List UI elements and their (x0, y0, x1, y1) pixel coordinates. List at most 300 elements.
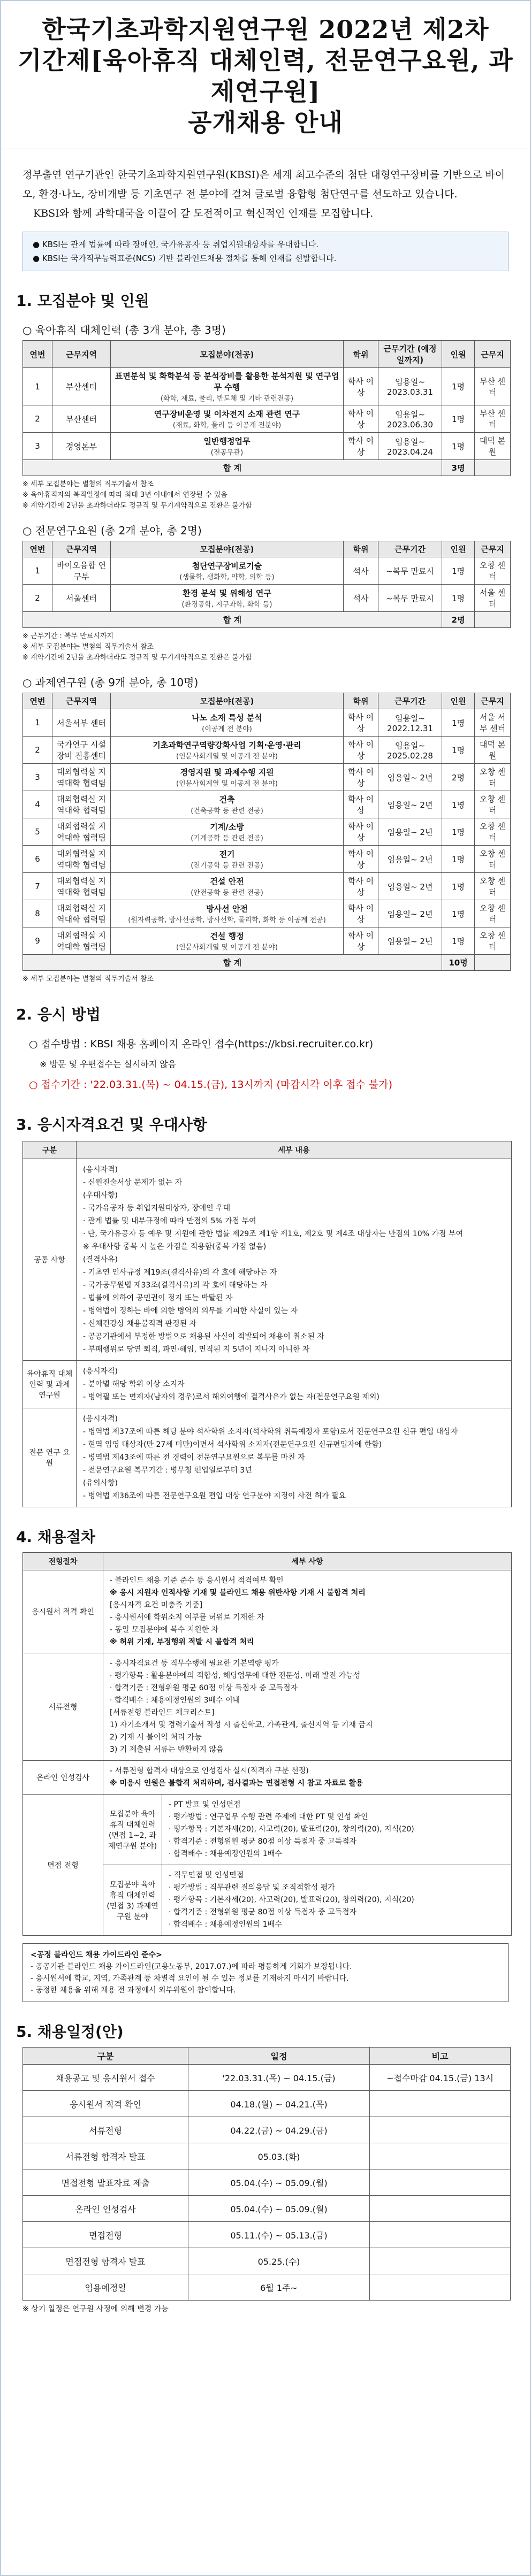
intro-paragraph-2: KBSI와 함께 과학대국을 이끌어 갈 도전적이고 혁신적인 인재를 모집합니다. (33, 208, 374, 219)
schedule-stage: 응시원서 적격 확인 (23, 2091, 188, 2117)
application-method (29, 1034, 509, 1095)
schedule-row (23, 2065, 511, 2091)
note-line: ※ 세부 모집분야는 별첨의 직무기술서 참조 (22, 480, 154, 488)
section-5-heading: 5. 채용일정(안) (16, 2023, 124, 2041)
detail-line: · 평가항목 : 기본자세(20), 사고력(20), 발표력(20), 창의력(20), 지식(20) (169, 1825, 414, 1834)
detail-line: - 신체건강상 채용불적격 판정된 자 (83, 1320, 197, 1328)
field-major: (전공무관) (210, 449, 244, 457)
schedule-stage: 면접전형 발표자료 제출 (23, 2169, 188, 2196)
degree: 학사 이상 (344, 433, 378, 460)
degree: 학사 이상 (344, 709, 378, 737)
field-title: 나노 소재 특성 분석 (192, 713, 262, 723)
detail-line: (응시자격) (83, 1415, 118, 1423)
workplace: 오창 센터 (475, 818, 511, 846)
process-stage: 서류전형 (23, 1653, 103, 1760)
work-period: 임용일~ 2년 (378, 791, 442, 818)
schedule-date: 05.04.(수) ~ 05.09.(월) (188, 2196, 370, 2222)
schedule-date: 04.22.(금) ~ 04.29.(금) (188, 2117, 370, 2143)
total-count: 3명 (442, 460, 475, 476)
table-row (23, 900, 511, 927)
table-row (23, 709, 511, 737)
schedule-stage: 채용공고 및 응시원서 접수 (23, 2065, 188, 2091)
work-period: 임용일~ 2023.03.31 (378, 368, 442, 405)
workplace: 오창 센터 (475, 764, 511, 791)
table-c-notes (22, 974, 509, 985)
title-line-3: 공개채용 안내 (188, 108, 343, 137)
detail-line: - 병역법 제36조에 따른 전문연구요원 편입 대상 연구분야 지정이 사전 허가 필요 (83, 1492, 346, 1500)
total-row (23, 612, 511, 628)
detail-line: - 국가유공자 등 취업지원대상자, 장애인 우대 (83, 1204, 231, 1213)
work-region: 대외협력실 지역대학 협력팀 (52, 846, 111, 873)
schedule-table (22, 2047, 511, 2301)
schedule-row (23, 2143, 511, 2169)
blind-hiring-guideline-box (22, 1943, 509, 2002)
schedule-date: 6월 1주~ (188, 2274, 370, 2301)
process-stage: 응시원서 적격 확인 (23, 1570, 103, 1653)
schedule-date: 05.25.(수) (188, 2248, 370, 2274)
qualification-category: 육아휴직 대체인력 및 과제 연구원 (23, 1361, 77, 1408)
detail-line: - 현역 입영 대상자(만 27세 미만)이면서 석사학위 소지자(전문연구요원 신규편입자에 한함) (83, 1440, 382, 1449)
degree: 학사 이상 (344, 927, 378, 955)
headcount: 1명 (442, 557, 475, 585)
work-region: 대외협력실 지역대학 협력팀 (52, 818, 111, 846)
table-b-notes (22, 631, 509, 663)
schedule-date: 05.11.(수) ~ 05.13.(금) (188, 2222, 370, 2248)
process-nested (103, 1795, 511, 1935)
note-line: ※ 육아휴직자의 복직일정에 따라 최대 3년 이내에서 연장될 수 있음 (22, 491, 227, 499)
process-substage: 모집분야 육아휴직 대체인력 (면접 3) 과제연구원 분야 (103, 1865, 162, 1935)
process-details (162, 1865, 511, 1935)
process-row (23, 1795, 511, 1935)
workplace: 부산 센터 (475, 368, 511, 405)
row-number: 2 (23, 585, 52, 612)
recruitment-field (111, 433, 344, 460)
detail-line: ※ 응시 지원자 인적사항 기재 및 블라인드 채용 위반사항 기재 시 불합격 처리 (110, 1589, 366, 1597)
process-row (23, 1653, 511, 1761)
process-details (103, 1653, 511, 1760)
recruitment-field (111, 900, 344, 927)
row-number: 3 (23, 433, 52, 460)
row-number: 5 (23, 818, 52, 846)
title-line-2: 기간제[육아휴직 대체인력, 전문연구요원, 과제연구원] (18, 46, 513, 106)
detail-line: - 응시원서에 학위소지 여부를 허위로 기재한 자 (110, 1613, 264, 1622)
recruitment-field (111, 873, 344, 900)
work-region: 경영본부 (52, 433, 111, 460)
detail-line: - 병역법이 정하는 바에 의한 병역의 의무를 기피한 사실이 있는 자 (83, 1307, 298, 1315)
table-header-row: 연번 근무지역 모집분야(전공) 학위 근무기간 인원 근무지 (23, 541, 511, 557)
headcount: 1명 (442, 818, 475, 846)
detail-line: · 합격배수 : 채용예정인원의 1배수 (169, 1850, 282, 1858)
schedule-remark (370, 2248, 511, 2274)
work-region: 국가연구 시설장비 진흥센터 (52, 737, 111, 764)
degree: 학사 이상 (344, 900, 378, 927)
detail-line: · 합격기준 : 전형위원 평균 60점 이상 득점자 중 고득점자 (110, 1684, 298, 1692)
recruitment-field (111, 368, 344, 405)
section-2-heading: 2. 응시 방법 (16, 1006, 101, 1023)
headcount: 1명 (442, 791, 475, 818)
table-row (23, 927, 511, 955)
degree: 학사 이상 (344, 764, 378, 791)
qualification-details (77, 1408, 511, 1507)
workplace: 오창 센터 (475, 873, 511, 900)
qualification-row (23, 1408, 511, 1507)
qualification-category: 전문 연구 요원 (23, 1408, 77, 1507)
work-region: 대외협력실 지역대학 협력팀 (52, 791, 111, 818)
schedule-row (23, 2196, 511, 2222)
work-region: 대외협력실 지역대학 협력팀 (52, 900, 111, 927)
work-period: 임용일~ 2년 (378, 900, 442, 927)
detail-line: [서류전형 블라인드 체크리스트] (110, 1708, 215, 1717)
field-title: 기계/소방 (210, 822, 244, 832)
guideline-line: - 공정한 채용을 위해 채용 전 과정에서 외부위원이 참여합니다. (31, 1986, 236, 1995)
schedule-remark (370, 2117, 511, 2143)
field-major: (기계공학 등 관련 전공) (191, 834, 263, 842)
total-label: 합 계 (23, 612, 442, 628)
field-title: 건축 (219, 795, 235, 804)
schedule-row (23, 2117, 511, 2143)
work-period: 임용일~ 2023.04.24 (378, 433, 442, 460)
recruitment-field (111, 737, 344, 764)
work-region: 대외협력실 지역대학 협력팀 (52, 764, 111, 791)
selection-process-table (22, 1552, 512, 1936)
degree: 학사 이상 (344, 405, 378, 433)
work-period: 임용일~ 2022.12.31 (378, 709, 442, 737)
schedule-row (23, 2222, 511, 2248)
recruitment-field (111, 585, 344, 612)
work-period: 임용일~ 2년 (378, 873, 442, 900)
field-title: 방사선 안전 (206, 904, 248, 914)
workplace: 서울 서부 센터 (475, 709, 511, 737)
schedule-row (23, 2274, 511, 2301)
work-period: 임용일~ 2025.02.28 (378, 737, 442, 764)
intro-paragraph-1: 정부출연 연구기관인 한국기초과학지원연구원(KBSI)은 세계 최고수준의 첨단 대형연구장비를 기반으로 바이오, 환경·나노, 장비개발 등 기초연구 전 분야에 걸쳐 글로벌 융합형 첨단연구를 선도하고 있습니다. (22, 169, 505, 200)
table-header-row: 구분 일정 비고 (23, 2048, 511, 2065)
application-url-line[interactable]: ○ 접수방법 : KBSI 채용 홈페이지 온라인 접수(https://kbsi.recruiter.co.kr) (29, 1038, 374, 1050)
schedule-stage: 서류전형 (23, 2117, 188, 2143)
guideline-line: - 응시원서에 학교, 지역, 가족관계 등 차별적 요인이 될 수 있는 정보를 기재하지 마시기 바랍니다. (31, 1974, 349, 1983)
note-line: ※ 근무기간 : 복무 만료시까지 (22, 632, 113, 640)
total-blank (475, 612, 511, 628)
table-row (23, 433, 511, 460)
detail-line: 1) 자기소개서 및 경력기술서 작성 시 출신학교, 가족관계, 출신지역 등 기재 금지 (110, 1721, 373, 1729)
note-line: ※ 계약기간에 2년을 초과하더라도 정규직 및 무기계약직으로 전환은 불가함 (22, 502, 252, 510)
field-title: 환경 분석 및 위해성 연구 (183, 588, 271, 598)
section-4-heading: 4. 채용절차 (16, 1528, 96, 1546)
qualification-row (23, 1159, 511, 1361)
table-row (23, 368, 511, 405)
workplace: 오창 센터 (475, 791, 511, 818)
workplace: 대덕 본원 (475, 737, 511, 764)
work-period: 임용일~ 2년 (378, 846, 442, 873)
detail-line: - 병역법 제37조에 따른 해당 분야 석사학위 소지자(석사학위 취득예정자 포함)로서 전문연구요원 신규 편입 대상자 (83, 1428, 458, 1436)
application-visit-note: ※ 방문 및 우편접수는 실시하지 않음 (40, 1059, 177, 1069)
detail-line: - PT 발표 및 인성면접 (169, 1800, 241, 1809)
schedule-remark (370, 2222, 511, 2248)
degree: 석사 (344, 585, 378, 612)
application-period-line: ○ 접수기간 : '22.03.31.(목) ~ 04.15.(금), 13시까지 (마감시각 이후 접수 불가) (29, 1079, 393, 1091)
work-region: 부산센터 (52, 405, 111, 433)
qualification-table (22, 1141, 512, 1507)
detail-line: - 신원진술서상 문제가 없는 자 (83, 1178, 183, 1187)
preference-notice-box (22, 232, 509, 271)
degree: 학사 이상 (344, 791, 378, 818)
detail-line: · 합격기준 : 전형위원 평균 80점 이상 득점자 중 고득점자 (169, 1908, 357, 1916)
row-number: 3 (23, 764, 52, 791)
workplace: 오창 센터 (475, 557, 511, 585)
degree: 학사 이상 (344, 873, 378, 900)
degree: 학사 이상 (344, 846, 378, 873)
work-period: ~복무 만료시 (378, 585, 442, 612)
headcount: 1명 (442, 846, 475, 873)
table-row (23, 846, 511, 873)
process-stage: 면접 전형 (23, 1795, 103, 1935)
recruitment-field (111, 818, 344, 846)
parental-leave-table (22, 340, 511, 476)
workplace: 부산 센터 (475, 405, 511, 433)
table-a-title: ○ 육아휴직 대체인력 (총 3개 분야, 총 3명) (22, 324, 226, 336)
workplace: 오창 센터 (475, 927, 511, 955)
schedule-stage: 면접전형 (23, 2222, 188, 2248)
degree: 석사 (344, 557, 378, 585)
process-stage: 온라인 인성검사 (23, 1761, 103, 1794)
schedule-date: 04.18.(월) ~ 04.21.(목) (188, 2091, 370, 2117)
detail-line: - 분야별 해당 학위 이상 소지자 (83, 1380, 185, 1389)
section-3-heading: 3. 응시자격요건 및 우대사항 (16, 1116, 207, 1133)
process-subrow (103, 1865, 511, 1935)
headcount: 1명 (442, 709, 475, 737)
table-a-notes (22, 479, 509, 511)
degree: 학사 이상 (344, 368, 378, 405)
process-substage: 모집분야 육아휴직 대체인력 (면접 1~2, 과제연구원 분야) (103, 1795, 162, 1865)
field-title: 연구장비운영 및 이차전지 소재 관련 연구 (154, 409, 300, 419)
schedule-date: 05.04.(수) ~ 05.09.(월) (188, 2169, 370, 2196)
qualification-details (77, 1159, 511, 1360)
note-line: ※ 세부 모집분야는 별첨의 직무기술서 참조 (22, 975, 154, 983)
detail-line: (응시자격) (83, 1166, 118, 1174)
work-region: 부산센터 (52, 368, 111, 405)
recruitment-field (111, 405, 344, 433)
field-major: (건축공학 등 관련 전공) (191, 807, 263, 815)
schedule-row (23, 2248, 511, 2274)
field-major: (전기공학 등 관련 전공) (191, 862, 263, 870)
workplace: 오창 센터 (475, 846, 511, 873)
table-row (23, 585, 511, 612)
table-row (23, 405, 511, 433)
row-number: 1 (23, 709, 52, 737)
recruitment-field (111, 791, 344, 818)
recruitment-field (111, 927, 344, 955)
detail-line: - 블라인드 채용 기준 준수 등 응시원서 적격여부 확인 (110, 1576, 284, 1585)
table-row (23, 818, 511, 846)
qualification-row (23, 1361, 511, 1408)
detail-line: - 부패행위로 당연 퇴직, 파면·해임, 면직된 지 5년이 지나지 아니한 자 (83, 1345, 310, 1354)
row-number: 9 (23, 927, 52, 955)
detail-line: - 서류전형 합격자 대상으로 인성검사 실시(적격자 구분 선정) (110, 1767, 309, 1775)
detail-line: · 평가항목 : 기본자세(20), 사고력(20), 발표력(20), 창의력(20), 지식(20) (169, 1896, 414, 1904)
detail-line: (결격사유) (83, 1255, 118, 1264)
headcount: 1명 (442, 405, 475, 433)
table-c-title: ○ 과제연구원 (총 9개 분야, 총 10명) (22, 676, 199, 689)
field-major: (재료, 화학, 물리 등 이공계 전분야) (172, 421, 282, 430)
table-row (23, 791, 511, 818)
detail-line: (응시자격) (83, 1367, 118, 1376)
guideline-line: - 공공기관 블라인드 채용 가이드라인(고용노동부, 2017.07.)에 따라 평등하게 기회가 보장됩니다. (31, 1962, 352, 1971)
table-header-row: 연번 근무지역 모집분야(전공) 학위 근무기간 인원 근무지 (23, 693, 511, 709)
detail-line: - 응시자격요건 등 직무수행에 필요한 기본역량 평가 (110, 1659, 279, 1668)
guideline-title: <공정 블라인드 채용 가이드라인 준수> (31, 1951, 162, 1959)
schedule-note: ※ 상기 일정은 연구원 사정에 의해 변경 가능 (22, 2305, 169, 2313)
recruitment-field (111, 709, 344, 737)
headcount: 1명 (442, 900, 475, 927)
detail-line: - 직무면접 및 인성면접 (169, 1871, 244, 1880)
field-major: (인문사회계열 및 이공계 전 분야) (176, 753, 278, 761)
workplace: 서울 센터 (475, 585, 511, 612)
section-1-heading: 1. 모집분야 및 인원 (16, 292, 149, 310)
row-number: 6 (23, 846, 52, 873)
schedule-remark (370, 2091, 511, 2117)
work-period: ~복무 만료시 (378, 557, 442, 585)
field-major: (이공계 전 분야) (202, 725, 252, 733)
qualification-category: 공통 사항 (23, 1159, 77, 1360)
recruitment-field (111, 557, 344, 585)
recruitment-field (111, 764, 344, 791)
schedule-row (23, 2169, 511, 2196)
work-region: 대외협력실 지역대학 협력팀 (52, 873, 111, 900)
detail-line: · 합격배수 : 채용예정인원의 1배수 (169, 1920, 282, 1929)
table-row (23, 557, 511, 585)
schedule-remark (370, 2143, 511, 2169)
note-line: ※ 계약기간에 2년을 초과하더라도 정규직 및 무기계약직으로 전환은 불가함 (22, 654, 252, 662)
workplace: 대덕 본원 (475, 433, 511, 460)
total-count: 10명 (442, 955, 475, 971)
specialist-researcher-table (22, 541, 511, 628)
detail-line: - 병역법 제43조에 따른 전 경력이 전문연구요원으로 복무를 마친 자 (83, 1453, 305, 1462)
process-details (162, 1795, 511, 1865)
work-region: 서울센터 (52, 585, 111, 612)
row-number: 1 (23, 368, 52, 405)
detail-line: [응시자격 요건 미충족 기준] (110, 1601, 203, 1609)
work-region: 대외협력실 지역대학 협력팀 (52, 927, 111, 955)
field-major: (화학, 재료, 물리, 반도체 및 기타 관련전공) (160, 395, 294, 403)
project-researcher-table (22, 693, 511, 971)
field-major: (환경공학, 지구과학, 화학 등) (181, 601, 272, 609)
detail-line: ※ 허위 기재, 부정행위 적발 시 불합격 처리 (110, 1638, 254, 1646)
schedule-remark (370, 2196, 511, 2222)
notice-header (1, 1, 530, 149)
field-title: 기초과학연구역량강화사업 기획·운영·관리 (153, 740, 301, 750)
field-major: (원자력공학, 방사선공학, 방사선학, 물리학, 화학 등 이공계 전공) (128, 916, 326, 924)
schedule-date: 05.03.(화) (188, 2143, 370, 2169)
table-header-row: 구분 세부 내용 (23, 1141, 511, 1159)
table-row (23, 764, 511, 791)
detail-line: - 병역필 또는 면제자(남자의 경우)로서 해외여행에 결격사유가 없는 자(전문연구요원 제외) (83, 1393, 380, 1401)
row-number: 7 (23, 873, 52, 900)
work-period: 임용일~ 2년 (378, 764, 442, 791)
detail-line: - 동일 모집분야에 복수 지원한 자 (110, 1626, 219, 1634)
process-details (103, 1761, 511, 1794)
detail-line: ※ 우대사항 중복 시 높은 가점을 적용함(중복 가점 없음) (83, 1243, 267, 1251)
total-row (23, 955, 511, 971)
table-header-row: 연번 근무지역 모집분야(전공) 학위 근무기간 (예정일까지) 인원 근무지 (23, 341, 511, 368)
detail-line: - 국가공무원법 제33조(결격사유)의 각 호에 해당하는 자 (83, 1281, 268, 1290)
process-row (23, 1761, 511, 1795)
work-region: 서울서부 센터 (52, 709, 111, 737)
total-blank (475, 460, 511, 476)
detail-line: - 법률에 의하여 공민권이 정지 또는 박탈된 자 (83, 1294, 233, 1302)
schedule-remark: ~접수마감 04.15.(금) 13시 (370, 2065, 511, 2091)
field-major: (생물학, 생화학, 약학, 의학 등) (179, 573, 275, 581)
table-header-row: 전형절차 세부 사항 (23, 1553, 511, 1570)
detail-line: · 평가방법 : 연구업무 수행 관련 주제에 대한 PT 및 인성 확인 (169, 1813, 368, 1821)
detail-line: · 합격기준 : 전형위원 평균 80점 이상 득점자 중 고득점자 (169, 1837, 357, 1846)
field-major: (인문사회계열 및 이공계 전 분야) (176, 780, 278, 788)
schedule-stage: 면접전형 합격자 발표 (23, 2248, 188, 2274)
field-title: 전기 (219, 849, 235, 859)
detail-line: (유의사항) (83, 1479, 118, 1488)
detail-line: · 단, 국가유공자 등 예우 및 지원에 관한 법률 제29조 제1항 제1호, 제2호 및 제4조 대상자는 만점의 10% 가점 부여 (83, 1230, 463, 1238)
total-label: 합 계 (23, 460, 442, 476)
headcount: 1명 (442, 433, 475, 460)
work-period: 임용일~ 2년 (378, 818, 442, 846)
detail-line: (우대사항) (83, 1191, 118, 1200)
row-number: 2 (23, 405, 52, 433)
detail-line: 3) 기 제출된 서류는 반환하지 않음 (110, 1745, 224, 1754)
headcount: 2명 (442, 764, 475, 791)
schedule-stage: 임용예정일 (23, 2274, 188, 2301)
qualification-details (77, 1361, 511, 1408)
field-major: (인문사회계열 및 이공계 전 분야) (176, 944, 278, 952)
work-period: 임용일~ 2023.06.30 (378, 405, 442, 433)
process-row (23, 1570, 511, 1653)
degree: 학사 이상 (344, 737, 378, 764)
table-row (23, 873, 511, 900)
field-major: (안전공학 등 관련 전공) (191, 889, 263, 897)
schedule-date: '22.03.31.(목) ~ 04.15.(금) (188, 2065, 370, 2091)
detail-line: 2) 기재 시 불이익 처리 가능 (110, 1733, 202, 1742)
detail-line: · 합격배수 : 채용예정인원의 3배수 이내 (110, 1696, 240, 1705)
headcount: 1명 (442, 927, 475, 955)
workplace: 오창 센터 (475, 900, 511, 927)
field-title: 건설 행정 (210, 931, 244, 941)
notice-line: ● KBSI는 관계 법률에 따라 장애인, 국가유공자 등 취업지원대상자를 우대합니다. (33, 240, 319, 249)
degree: 학사 이상 (344, 818, 378, 846)
field-title: 첨단연구장비로기술 (192, 561, 262, 571)
row-number: 2 (23, 737, 52, 764)
row-number: 4 (23, 791, 52, 818)
detail-line: - 공공기관에서 부정한 방법으로 채용된 사실이 적발되어 채용이 취소된 자 (83, 1332, 324, 1341)
schedule-remark (370, 2169, 511, 2196)
table-b-title: ○ 전문연구요원 (총 2개 분야, 총 2명) (22, 524, 202, 537)
row-number: 8 (23, 900, 52, 927)
work-period: 임용일~ 2년 (378, 927, 442, 955)
detail-line: · 평가방법 : 직무관련 질의응답 및 조직적합성 평가 (169, 1883, 335, 1892)
intro-text (22, 165, 509, 223)
recruitment-field (111, 846, 344, 873)
title-line-1: 한국기초과학지원연구원 2022년 제2차 (42, 15, 489, 44)
detail-line: - 기초연 인사규정 제19조(결격사유)의 각 호에 해당하는 자 (83, 1268, 277, 1277)
detail-line: · 평가항목 : 활용분야에의 적합성, 해당업무에 대한 전문성, 미래 발전 가능성 (110, 1672, 361, 1680)
work-region: 바이오융합 연구부 (52, 557, 111, 585)
field-title: 건설 안전 (210, 877, 244, 886)
total-count: 2명 (442, 612, 475, 628)
schedule-stage: 온라인 인성검사 (23, 2196, 188, 2222)
total-label: 합 계 (23, 955, 442, 971)
headcount: 1명 (442, 737, 475, 764)
table-row (23, 737, 511, 764)
headcount: 1명 (442, 873, 475, 900)
notice-line: ● KBSI는 국가직무능력표준(NCS) 기반 블라인드채용 절차를 통해 인재를 선발합니다. (33, 254, 337, 263)
process-subrow (103, 1795, 511, 1865)
